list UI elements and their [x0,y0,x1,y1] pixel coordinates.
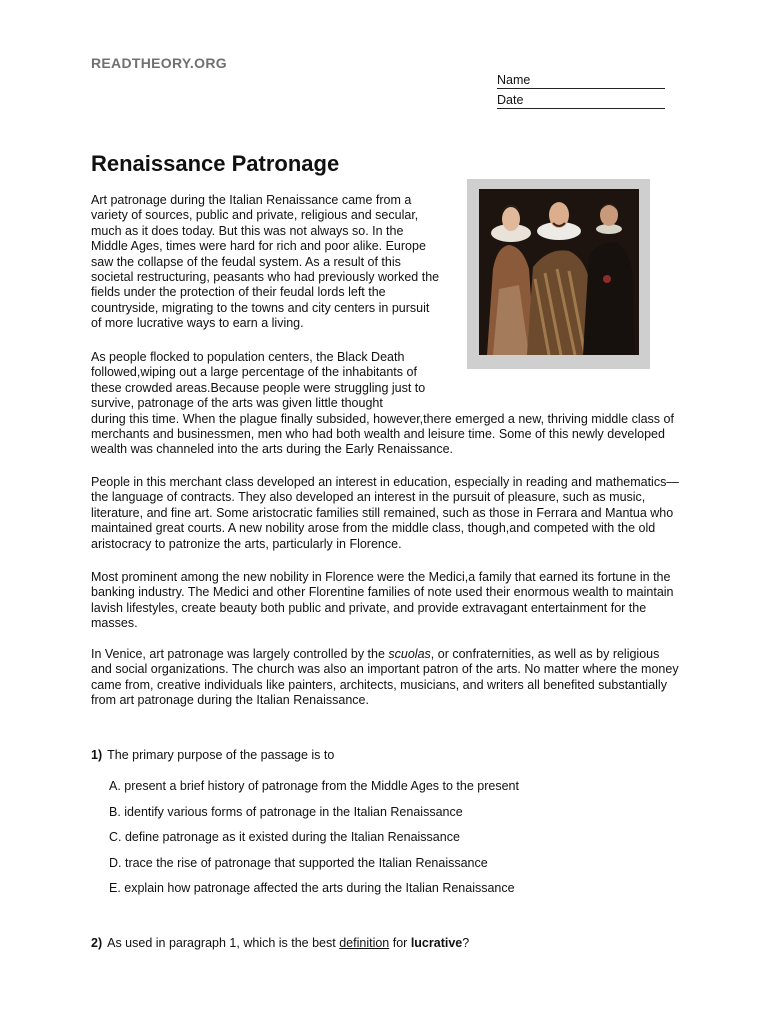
question-2-number: 2) [91,936,103,950]
question-2-text-end: ? [462,936,470,950]
paragraph-1: Art patronage during the Italian Renaissance came from a variety of sources, public and private, religious and secular, much as it does today. But this was not always so. In the Middle Ages, times were hard for rich and poor alike. Europe saw the collapse of the feudal system. As a result of this societal restructuring, peasants who had previously worked the fields under the protection of their feudal lords left the countryside, migrating to the towns and city centers in pursuit of more lucrative ways to earn a living. [91,193,440,331]
paragraph-2-rest: during this time. When the plague finally subsided, however,there emerged a new, thriving middle class of merchants and businessmen, men who had both wealth and leisure time. Some of this newly developed wealth was channeled into the arts during the Early Renaissance. [91,411,674,457]
date-field[interactable]: Date [497,93,665,109]
renaissance-portrait-image [479,189,639,355]
paragraph-4: Most prominent among the new nobility in Florence were the Medici,a family that earned its fortune in the banking industry. The Medici and other Florentine families of note used their enormous wealth to maintain lavish lifestyles, create beauty both public and private, and provide extravagant entertainment for the masses. [91,570,674,631]
question-1-options [109,779,519,907]
paragraph-5-before: In Venice, art patronage was largely controlled by the [91,647,389,661]
definition-link[interactable]: definition [339,936,390,950]
option-c[interactable]: C. define patronage as it existed during the Italian Renaissance [109,830,460,844]
question-2-text-before: As used in paragraph 1, which is the best [107,936,340,950]
question-1-text: The primary purpose of the passage is to [107,748,335,762]
paragraph-5-after: , or confraternities, as well as by religious and social organizations. The church was also an important patron of the arts. No matter where the money came from, creative individuals like painters, architects, musicians, and writers all benefited substantially from art patronage during the Italian Renaissance. [91,647,679,708]
portrait-illustration [479,189,639,355]
paragraph-2 [91,350,676,458]
option-b[interactable]: B. identify various forms of patronage in the Italian Renaissance [109,804,463,819]
question-1 [91,748,334,762]
paragraph-2-start: As people flocked to population centers, the Black Death followed,wiping out a large percentage of the inhabitants of these crowded areas.Because people were struggling just to survive, patronage of the arts was given little thought [91,350,426,411]
option-d[interactable]: D. trace the rise of patronage that supported the Italian Renaissance [109,855,488,870]
option-e[interactable]: E. explain how patronage affected the arts during the Italian Renaissance [109,881,515,895]
paragraph-5-italic: scuolas [388,647,431,661]
article-title: Renaissance Patronage [91,151,340,176]
brand-logo: READTHEORY.ORG [91,55,227,71]
question-2-keyword: lucrative [410,936,463,950]
name-field[interactable]: Name [497,73,665,89]
option-a[interactable]: A. present a brief history of patronage from the Middle Ages to the present [109,779,519,793]
question-2-text-mid: for [389,936,411,950]
paragraph-5 [91,647,681,709]
question-1-number: 1) [91,748,103,762]
paragraph-3: People in this merchant class developed an interest in education, especially in reading and mathematics—the language of contracts. They also developed an interest in the pursuit of pleasure, such as music, literature, and fine art. Some aristocratic families still remained, such as those in Ferrara and Mantua who maintained great courts. A new nobility arose from the middle class, though,and competed with the old aristocracy to patronize the arts, particularly in Florence. [91,475,679,551]
question-2 [91,936,469,950]
